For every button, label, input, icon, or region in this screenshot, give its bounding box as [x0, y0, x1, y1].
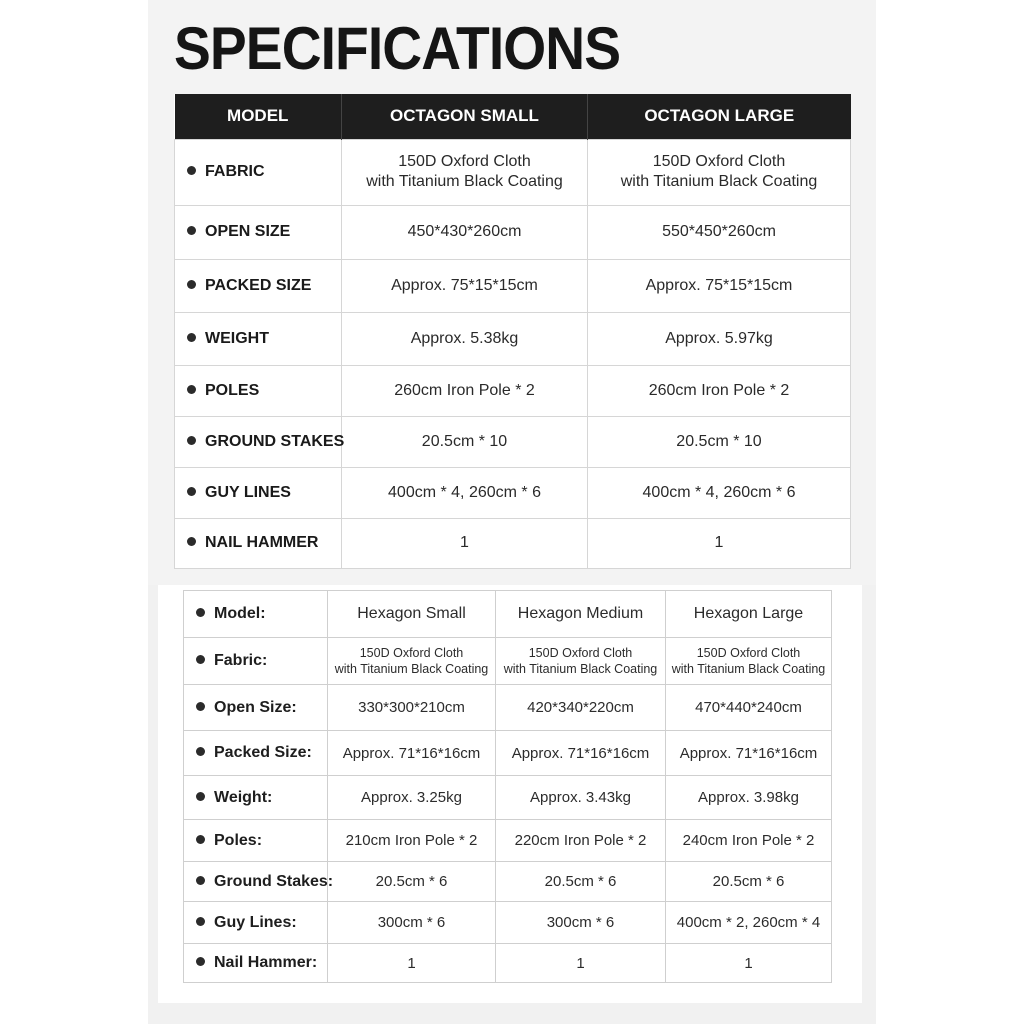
table-row	[184, 685, 832, 731]
row-label	[175, 312, 342, 365]
cell-text: 220cm Iron Pole * 2	[514, 832, 647, 849]
cell-text: 150D Oxford Cloth with Titanium Black Coating	[334, 646, 489, 676]
row-label	[175, 365, 342, 416]
bullet-icon	[196, 608, 205, 617]
row-label	[184, 591, 328, 638]
cell-text: 20.5cm * 10	[421, 432, 508, 450]
cell-hexagon-large	[666, 820, 832, 862]
cell-octagon-small	[342, 259, 588, 312]
cell-text: 150D Oxford Cloth with Titanium Black Coating	[671, 646, 826, 676]
cell-hexagon-small	[328, 944, 496, 983]
row-label-text: Nail Hammer:	[214, 954, 318, 971]
cell-octagon-large	[588, 416, 851, 467]
left-margin	[0, 0, 148, 1024]
cell-hexagon-small	[328, 902, 496, 944]
cell-text: Hexagon Small	[357, 605, 466, 622]
row-label	[184, 820, 328, 862]
cell-text: 400cm * 2, 260cm * 4	[676, 914, 821, 931]
bullet-icon	[196, 655, 205, 664]
cell-hexagon-large	[666, 591, 832, 638]
row-label	[184, 862, 334, 902]
bullet-icon	[187, 537, 196, 546]
bullet-icon	[187, 436, 196, 445]
row-label	[175, 205, 342, 259]
octagon-spec-table	[174, 94, 851, 569]
cell-text: 240cm Iron Pole * 2	[682, 832, 815, 849]
row-label-text: FABRIC	[205, 163, 265, 180]
cell-text: 420*340*220cm	[527, 699, 634, 716]
cell-octagon-small	[342, 518, 588, 568]
cell-text: Approx. 75*15*15cm	[391, 276, 538, 294]
cell-text: Approx. 3.98kg	[698, 789, 799, 806]
cell-hexagon-small	[328, 862, 496, 902]
cell-hexagon-small	[328, 776, 496, 820]
row-label	[184, 902, 328, 944]
row-label-text: Poles:	[214, 831, 263, 849]
bullet-icon	[187, 280, 196, 289]
cell-text: 150D Oxford Cloth with Titanium Black Coating	[503, 646, 658, 676]
cell-text: 1	[460, 534, 469, 551]
row-label	[184, 638, 328, 685]
table-row	[184, 820, 832, 862]
cell-hexagon-medium	[496, 591, 666, 638]
cell-octagon-large	[588, 259, 851, 312]
cell-hexagon-medium	[496, 862, 666, 902]
cell-octagon-small	[342, 312, 588, 365]
row-label-text: Fabric:	[214, 652, 268, 669]
header-octagon-large: OCTAGON LARGE	[588, 94, 851, 139]
row-label-text: NAIL HAMMER	[205, 534, 319, 551]
table-row	[184, 902, 832, 944]
cell-text: 260cm Iron Pole * 2	[648, 381, 790, 399]
bullet-icon	[187, 166, 196, 175]
cell-text: 20.5cm * 10	[676, 432, 762, 450]
cell-octagon-large	[588, 467, 851, 518]
cell-text: 1	[407, 954, 416, 972]
table-row	[175, 139, 851, 205]
cell-text: 300cm * 6	[377, 914, 446, 931]
cell-hexagon-medium	[496, 820, 666, 862]
table-row	[184, 591, 832, 638]
row-label	[175, 518, 342, 568]
cell-text: 400cm * 4, 260cm * 6	[388, 483, 541, 501]
row-label-text: Open Size:	[214, 698, 297, 716]
hexagon-spec-table	[183, 590, 832, 983]
cell-text: 550*450*260cm	[662, 223, 776, 240]
cell-octagon-small	[342, 139, 588, 205]
cell-text: 20.5cm * 6	[375, 873, 448, 890]
row-label-text: Model:	[214, 605, 266, 622]
cell-text: 1	[714, 534, 724, 551]
row-label-text: PACKED SIZE	[205, 276, 312, 294]
cell-text: 470*440*240cm	[695, 699, 802, 716]
row-label	[184, 731, 328, 776]
cell-hexagon-large	[666, 731, 832, 776]
table-row	[175, 416, 851, 467]
cell-text: 330*300*210cm	[358, 699, 465, 716]
cell-octagon-small	[342, 416, 588, 467]
header-model: MODEL	[175, 94, 342, 139]
cell-octagon-large	[588, 139, 851, 205]
cell-text: Hexagon Medium	[517, 605, 644, 622]
bullet-icon	[196, 917, 205, 926]
cell-hexagon-large	[666, 902, 832, 944]
cell-hexagon-small	[328, 685, 496, 731]
cell-hexagon-large	[666, 862, 832, 902]
table-row	[175, 467, 851, 518]
cell-text: Approx. 3.25kg	[361, 789, 462, 806]
row-label	[175, 139, 342, 205]
row-label-text: Ground Stakes:	[214, 872, 334, 890]
bullet-icon	[196, 702, 205, 711]
cell-hexagon-medium	[496, 944, 666, 983]
cell-text: 260cm Iron Pole * 2	[394, 381, 535, 399]
table-row	[175, 205, 851, 259]
table-header-row	[175, 94, 851, 139]
header-octagon-small: OCTAGON SMALL	[342, 94, 588, 139]
row-label-text: Weight:	[214, 788, 273, 806]
row-label-text: OPEN SIZE	[205, 223, 291, 240]
cell-text: Approx. 75*15*15cm	[645, 276, 793, 294]
cell-text: Hexagon Large	[693, 605, 804, 622]
right-margin	[876, 0, 1024, 1024]
row-label	[175, 259, 342, 312]
cell-hexagon-medium	[496, 731, 666, 776]
cell-hexagon-medium	[496, 902, 666, 944]
cell-text: 450*430*260cm	[407, 223, 522, 240]
cell-text: Approx. 3.43kg	[530, 789, 631, 806]
cell-octagon-large	[588, 312, 851, 365]
row-label-text: WEIGHT	[205, 329, 269, 347]
cell-text: 400cm * 4, 260cm * 6	[642, 483, 796, 501]
cell-hexagon-large	[666, 944, 832, 983]
cell-octagon-large	[588, 518, 851, 568]
table-row	[184, 944, 832, 983]
row-label	[184, 776, 328, 820]
cell-octagon-small	[342, 365, 588, 416]
row-label-text: Guy Lines:	[214, 913, 297, 931]
cell-hexagon-large	[666, 685, 832, 731]
cell-text: Approx. 5.97kg	[665, 329, 773, 347]
cell-text: 20.5cm * 6	[544, 873, 617, 890]
cell-octagon-large	[588, 365, 851, 416]
cell-text: 210cm Iron Pole * 2	[345, 832, 478, 849]
row-label-text: Packed Size:	[214, 744, 312, 761]
row-label-text: POLES	[205, 381, 260, 399]
table-row	[184, 638, 832, 685]
table-row	[184, 731, 832, 776]
cell-text: Approx. 71*16*16cm	[342, 744, 481, 762]
table-row	[175, 518, 851, 568]
bullet-icon	[196, 747, 205, 756]
cell-text: Approx. 71*16*16cm	[679, 744, 818, 762]
bullet-icon	[196, 957, 205, 966]
cell-hexagon-medium	[496, 685, 666, 731]
row-label-text: GUY LINES	[205, 483, 291, 501]
bullet-icon	[196, 876, 205, 885]
cell-text: 150D Oxford Cloth with Titanium Black Coating	[620, 153, 818, 190]
bullet-icon	[187, 333, 196, 342]
table-row	[184, 862, 832, 902]
page-title: SPECIFICATIONS	[174, 15, 621, 82]
row-label	[175, 416, 345, 467]
cell-hexagon-large	[666, 776, 832, 820]
cell-text: Approx. 5.38kg	[410, 329, 519, 347]
cell-hexagon-large	[666, 638, 832, 685]
table-row	[175, 365, 851, 416]
cell-hexagon-small	[328, 820, 496, 862]
cell-hexagon-small	[328, 591, 496, 638]
cell-hexagon-medium	[496, 776, 666, 820]
cell-text: 150D Oxford Cloth with Titanium Black Coating	[366, 153, 563, 190]
bullet-icon	[196, 792, 205, 801]
table-row	[184, 776, 832, 820]
table-row	[175, 312, 851, 365]
cell-text: Approx. 71*16*16cm	[511, 744, 650, 762]
cell-octagon-large	[588, 205, 851, 259]
bullet-icon	[196, 835, 205, 844]
bullet-icon	[187, 487, 196, 496]
cell-text: 1	[744, 954, 753, 972]
bullet-icon	[187, 385, 196, 394]
row-label	[184, 944, 328, 983]
bullet-icon	[187, 226, 196, 235]
cell-text: 1	[576, 954, 585, 972]
row-label	[175, 467, 342, 518]
row-label	[184, 685, 328, 731]
cell-text: 300cm * 6	[546, 914, 615, 931]
cell-octagon-small	[342, 205, 588, 259]
cell-octagon-small	[342, 467, 588, 518]
table-row	[175, 259, 851, 312]
row-label-text: GROUND STAKES	[205, 432, 345, 450]
cell-text: 20.5cm * 6	[712, 873, 785, 890]
cell-hexagon-small	[328, 638, 496, 685]
cell-hexagon-small	[328, 731, 496, 776]
cell-hexagon-medium	[496, 638, 666, 685]
